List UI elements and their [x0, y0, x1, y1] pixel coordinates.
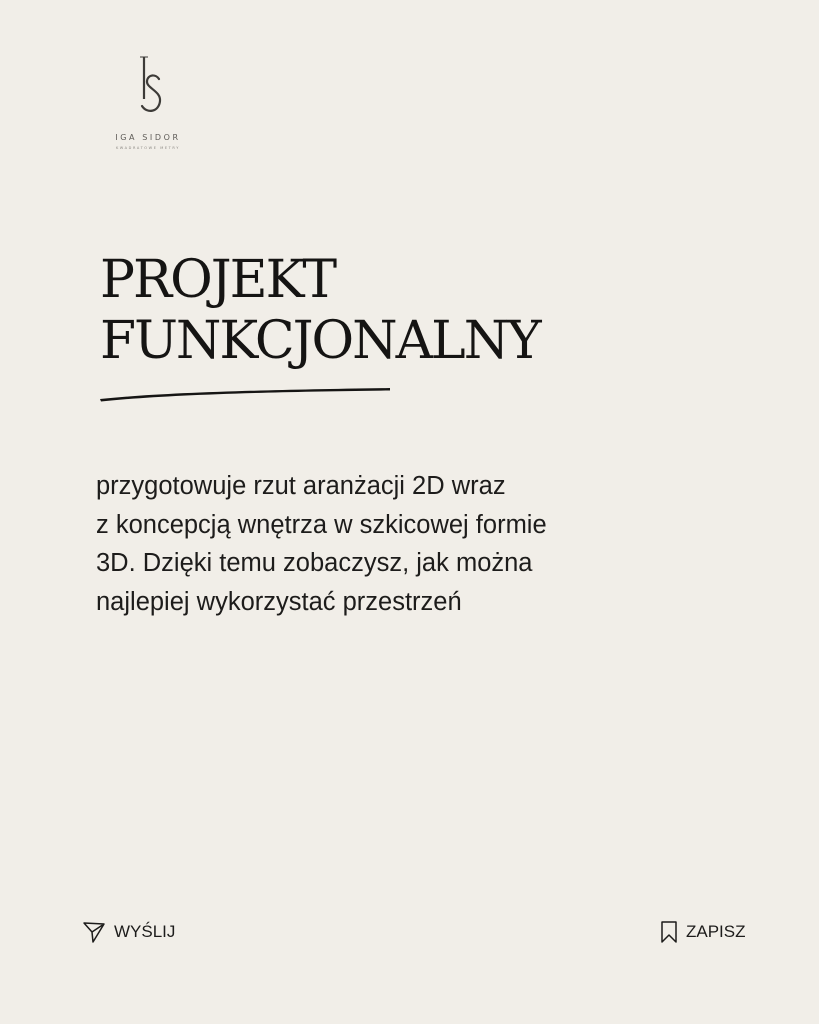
- page-title: [100, 250, 540, 372]
- save-label: ZAPISZ: [686, 922, 746, 941]
- description-line: z koncepcją wnętrza w szkicowej formie: [96, 510, 547, 539]
- description: [96, 467, 716, 621]
- paper-plane-icon: [82, 920, 106, 944]
- brush-underline: [98, 384, 392, 404]
- save-button[interactable]: [660, 918, 746, 946]
- is-monogram-icon: [128, 55, 168, 125]
- send-label: WYŚLIJ: [114, 922, 176, 941]
- title-line-2: FUNKCJONALNY: [100, 311, 540, 371]
- title-line-1: PROJEKT: [100, 250, 336, 310]
- brand-name: IGA SIDOR: [115, 133, 181, 142]
- description-line: 3D. Dzięki temu zobaczysz, jak można: [96, 549, 533, 577]
- brand-logo: [98, 55, 198, 155]
- send-button[interactable]: [82, 918, 175, 946]
- description-line: przygotowuje rzut aranżacji 2D wraz: [96, 472, 506, 500]
- description-line: najlepiej wykorzystać przestrzeń: [96, 587, 462, 616]
- brand-subtitle: KWADRATOWE METRY: [116, 146, 180, 150]
- bookmark-icon: [660, 920, 678, 944]
